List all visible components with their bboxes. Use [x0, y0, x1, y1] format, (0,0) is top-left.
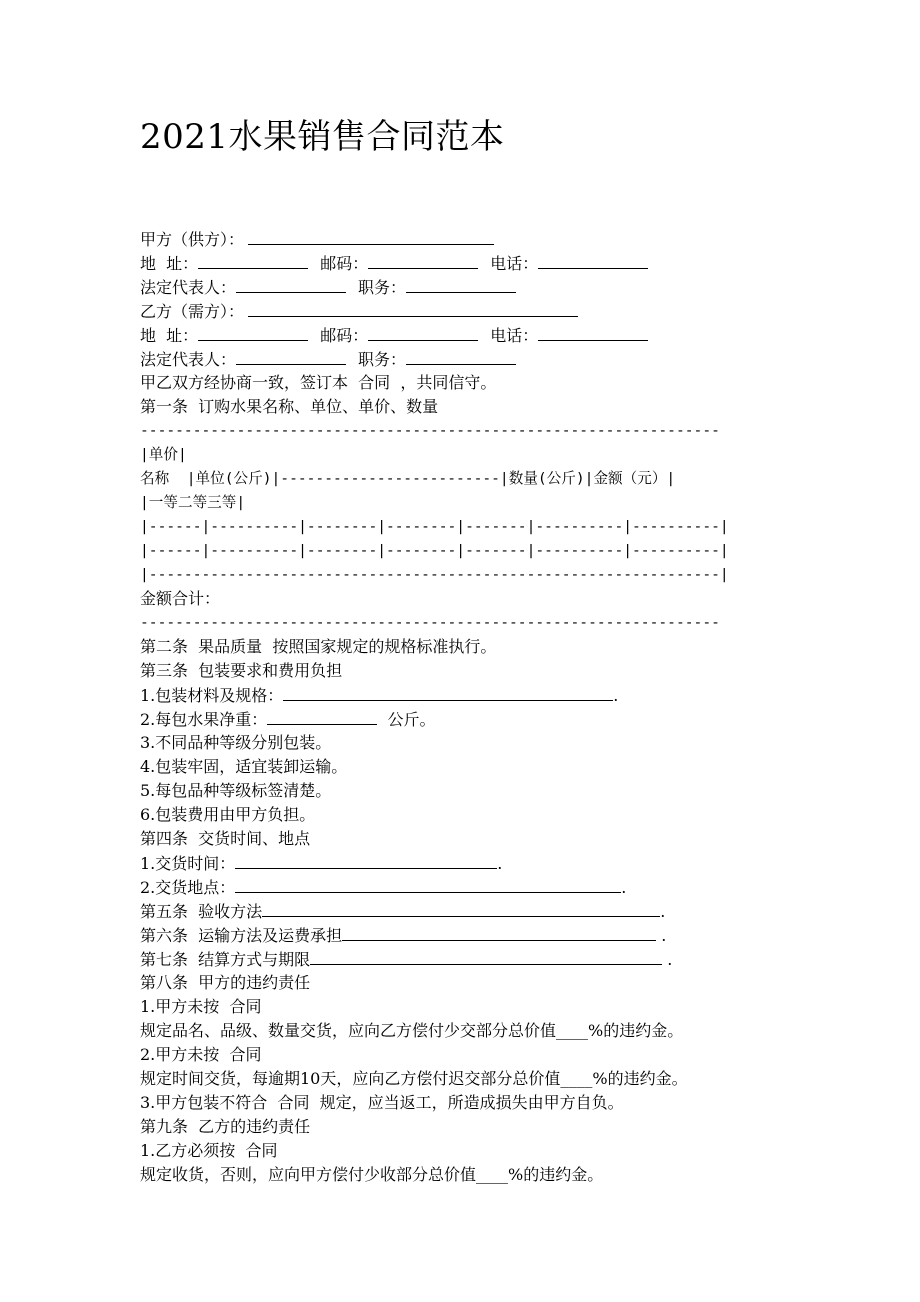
party-a-rep-label: 法定代表人：	[140, 278, 237, 297]
table-line: |-----------------------------------------------------------------|	[140, 566, 729, 583]
table-line: 名称 |单位(公斤)|-------------------------|数量(公斤)|金额（元）|	[140, 470, 676, 487]
article9-item1a: 1.乙方必须按 合同	[140, 1141, 278, 1160]
delivery-place-label: 2.交货地点：	[140, 878, 236, 897]
document-title: 2021水果销售合同范本	[140, 117, 505, 157]
delivery-place-end: .	[621, 878, 627, 897]
article1-heading: 第一条 订购水果名称、单位、单价、数量	[140, 397, 439, 416]
transport-method-field[interactable]	[342, 923, 656, 941]
delivery-time-label: 1.交货时间：	[140, 854, 236, 873]
article4-heading: 第四条 交货时间、地点	[140, 829, 311, 848]
party-a-phone-field[interactable]	[538, 251, 648, 269]
party-a-address-field[interactable]	[198, 251, 308, 269]
party-a-name-field[interactable]	[248, 227, 494, 245]
article3-item3: 3.不同品种等级分别包装。	[140, 733, 332, 752]
delivery-place-field[interactable]	[235, 875, 621, 893]
article8-item2b: 规定时间交货，每逾期10天，应向乙方偿付迟交部分总价值____%的违约金。	[140, 1069, 688, 1088]
packaging-material-label: 1.包装材料及规格：	[140, 686, 284, 705]
article5-label: 第五条 验收方法	[140, 902, 263, 921]
table-line: |------|----------|--------|--------|-------|----------|----------|	[140, 518, 729, 535]
party-b-postcode-field[interactable]	[368, 323, 478, 341]
article3-item6: 6.包装费用由甲方负担。	[140, 805, 316, 824]
article7-line	[140, 947, 780, 971]
article5-end: .	[660, 902, 666, 921]
table-line: ------------------------------------------------------------------	[140, 422, 720, 439]
party-a-address-line	[140, 251, 780, 275]
party-b-label: 乙方（需方）：	[140, 302, 245, 321]
party-b-phone-label: 电话：	[490, 326, 539, 345]
article8-item1a: 1.甲方未按 合同	[140, 997, 262, 1016]
article3-item1	[140, 683, 780, 707]
table-line: ------------------------------------------------------------------	[140, 614, 720, 631]
article8-heading: 第八条 甲方的违约责任	[140, 973, 311, 992]
party-a-postcode-field[interactable]	[368, 251, 478, 269]
packaging-material-end: .	[613, 686, 619, 705]
article5-line	[140, 899, 780, 923]
party-a-phone-label: 电话：	[490, 254, 539, 273]
party-b-address-field[interactable]	[198, 323, 308, 341]
article6-label: 第六条 运输方法及运费承担	[140, 926, 343, 945]
article3-item5: 5.每包品种等级标签清楚。	[140, 781, 332, 800]
agreement-line: 甲乙双方经协商一致，签订本 合同 ，共同信守。	[140, 373, 497, 392]
net-weight-unit: 公斤。	[377, 710, 436, 729]
article9-heading: 第九条 乙方的违约责任	[140, 1117, 311, 1136]
article7-end: .	[662, 950, 673, 969]
party-a-line	[140, 227, 780, 251]
acceptance-method-field[interactable]	[262, 899, 660, 917]
net-weight-label: 2.每包水果净重：	[140, 710, 268, 729]
party-b-postcode-label: 邮码：	[320, 326, 369, 345]
article3-heading: 第三条 包装要求和费用负担	[140, 661, 343, 680]
party-b-rep-label: 法定代表人：	[140, 350, 237, 369]
article8-item2a: 2.甲方未按 合同	[140, 1045, 262, 1064]
party-a-label: 甲方（供方）：	[140, 230, 245, 249]
packaging-material-field[interactable]	[283, 683, 613, 701]
article6-line	[140, 923, 780, 947]
contract-body	[140, 227, 780, 1187]
table-line: |一等二等三等|	[140, 494, 246, 511]
delivery-time-end: .	[497, 854, 503, 873]
article9-item1b: 规定收货，否则，应向甲方偿付少收部分总价值____%的违约金。	[140, 1165, 604, 1184]
article6-end: .	[656, 926, 667, 945]
table-line: 金额合计：	[140, 589, 221, 608]
party-b-rep-field[interactable]	[236, 347, 346, 365]
party-a-position-field[interactable]	[406, 275, 516, 293]
party-b-position-label: 职务：	[358, 350, 407, 369]
table-line: |单价|	[140, 446, 187, 463]
settlement-method-field[interactable]	[310, 947, 662, 965]
party-b-address-line	[140, 323, 780, 347]
article3-item4: 4.包装牢固，适宜装卸运输。	[140, 757, 348, 776]
party-a-address-label: 地 址：	[140, 254, 199, 273]
article7-label: 第七条 结算方式与期限	[140, 950, 311, 969]
party-a-rep-line	[140, 275, 780, 299]
party-b-address-label: 地 址：	[140, 326, 199, 345]
net-weight-field[interactable]	[267, 707, 377, 725]
party-b-rep-line	[140, 347, 780, 371]
party-a-postcode-label: 邮码：	[320, 254, 369, 273]
party-b-phone-field[interactable]	[538, 323, 648, 341]
article3-item2	[140, 707, 780, 731]
party-b-line	[140, 299, 780, 323]
article8-item3: 3.甲方包装不符合 合同 规定，应当返工，所造成损失由甲方自负。	[140, 1093, 624, 1112]
article8-item1b: 规定品名、品级、数量交货，应向乙方偿付少交部分总价值____%的违约金。	[140, 1021, 684, 1040]
delivery-time-field[interactable]	[235, 851, 497, 869]
article4-item1	[140, 851, 780, 875]
table-line: |------|----------|--------|--------|-------|----------|----------|	[140, 542, 729, 559]
party-b-position-field[interactable]	[406, 347, 516, 365]
party-a-rep-field[interactable]	[236, 275, 346, 293]
article2-line: 第二条 果品质量 按照国家规定的规格标准执行。	[140, 637, 497, 656]
party-b-name-field[interactable]	[248, 299, 578, 317]
article4-item2	[140, 875, 780, 899]
party-a-position-label: 职务：	[358, 278, 407, 297]
